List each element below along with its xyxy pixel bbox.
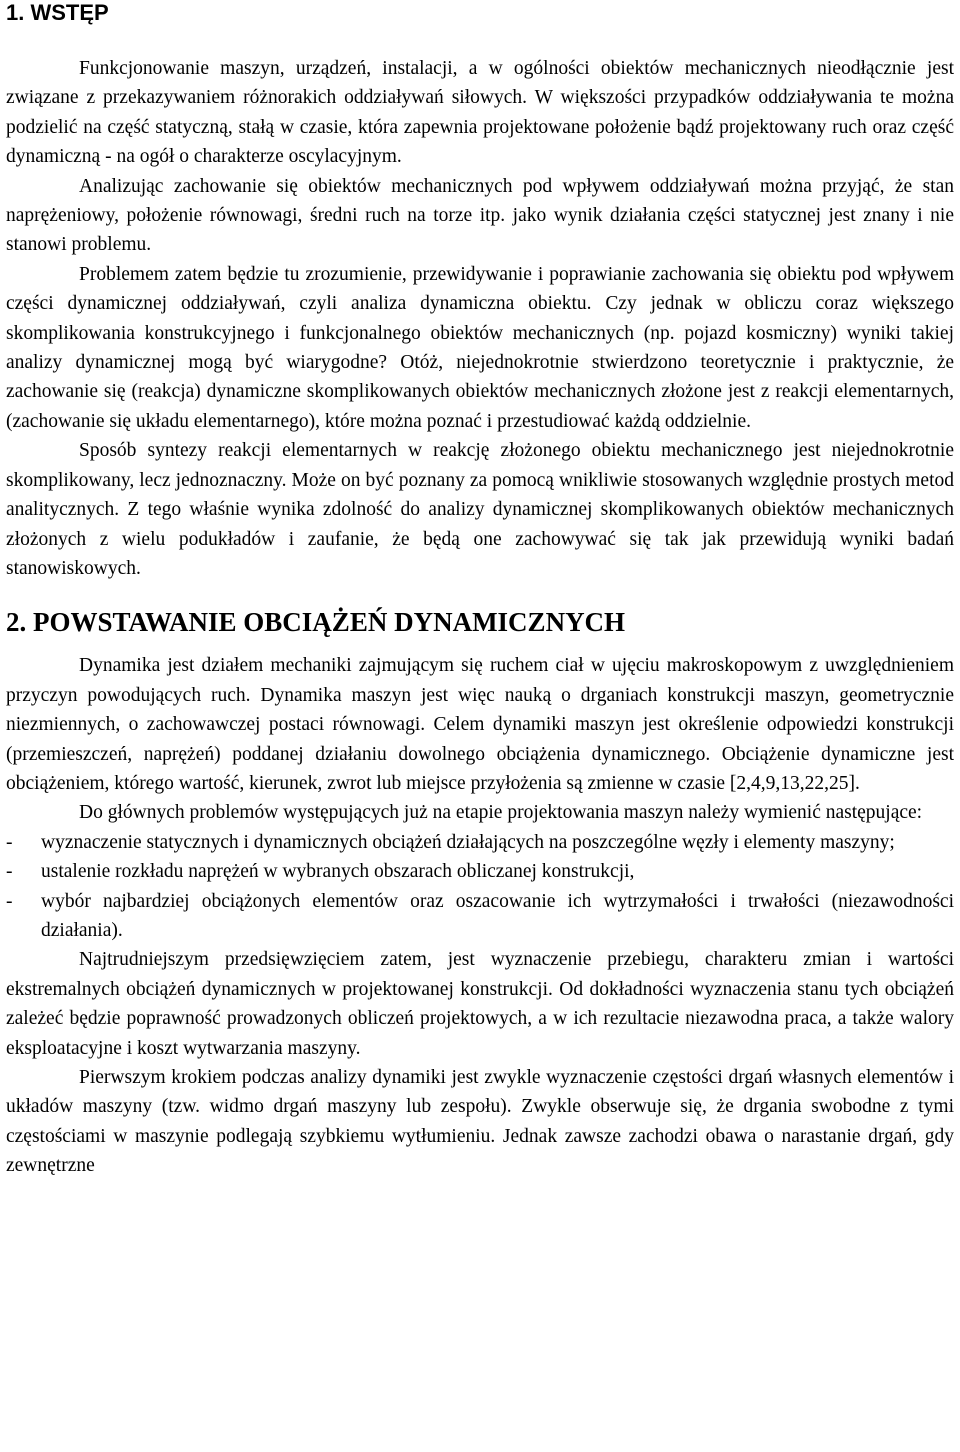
list-item (6, 857, 954, 886)
section-1-body (6, 54, 954, 583)
list-bullet: - (6, 831, 13, 853)
problem-list (6, 828, 954, 946)
section-2-body (6, 651, 954, 1180)
section-1-paragraph-2: Analizując zachowanie się obiektów mechanicznych pod wpływem oddziaływań można przyjąć, że stan naprężeniowy, położenie równowagi, średni ruch na torze itp. jako wynik działania części statycznej jest znany i nie stanowi problemu. (6, 175, 954, 256)
list-item (6, 828, 954, 857)
section-1-paragraph-3: Problemem zatem będzie tu zrozumienie, przewidywanie i poprawianie zachowania się obiektu pod wpływem części dynamicznej oddziaływań, czyli analiza dynamiczna obiektu. Czy jednak w obliczu coraz większego skomplikowania konstrukcyjnego i funkcjonalnego obiektów mechanicznych (np. pojazd kosmiczny) wyniki takiej analizy dynamicznej mogą być wiarygodne? Otóż, niejednokrotnie stwierdzono teoretycznie i praktycznie, że zachowanie się (reakcja) dynamiczne skomplikowanych obiektów mechanicznych złożone jest z reakcji elementarnych, (zachowanie się układu elementarnego), które można poznać i przestudiować każdą oddzielnie. (6, 263, 954, 432)
section-1-heading: 1. WSTĘP (6, 0, 109, 25)
list-item-text: ustalenie rozkładu naprężeń w wybranych obszarach obliczanej konstrukcji, (41, 861, 635, 883)
section-2-paragraph-3: Pierwszym krokiem podczas analizy dynamiki jest zwykle wyznaczenie częstości drgań własnych elementów i układów maszyny (tzw. widmo drgań maszyny lub zespołu). Zwykle obserwuje się, że drgania swobodne z tymi częstościami w maszynie podlegają szybkiemu wytłumieniu. Jednak zawsze zachodzi obawa o narastanie drgań, gdy zewnętrzne (6, 1067, 954, 1177)
list-bullet: - (6, 890, 13, 912)
section-2-paragraph-1: Dynamika jest działem mechaniki zajmującym się ruchem ciał w ujęciu makroskopowym z uwzględnieniem przyczyn powodujących ruch. Dynamika maszyn jest więc nauką o drganiach konstrukcji maszyn, geometrycznie niezmiennych, o zachowawczej postaci równowagi. Celem dynamiki maszyn jest określenie odpowiedzi konstrukcji (przemieszczeń, naprężeń) poddanej działaniu dowolnego obciążenia dynamicznego. Obciążenie dynamiczne jest obciążeniem, którego wartość, kierunek, zwrot lub miejsce przyłożenia są zmienne w czasie [2,4,9,13,22,25]. (6, 655, 954, 794)
section-2-list-intro: Do głównych problemów występujących już na etapie projektowania maszyn należy wymienić następujące: (79, 802, 923, 824)
section-2-paragraph-2: Najtrudniejszym przedsięwzięciem zatem, jest wyznaczenie przebiegu, charakteru zmian i wartości ekstremalnych obciążeń dynamicznych w projektowanej konstrukcji. Od dokładności wyznaczenia stanu tych obciążeń zależeć będzie poprawność prowadzonych obliczeń projektowych, a w ich rezultacie niezawodna praca, a także walory eksploatacyjne i koszt wytwarzania maszyny. (6, 949, 954, 1059)
section-2-heading: 2. POWSTAWANIE OBCIĄŻEŃ DYNAMICZNYCH (6, 607, 626, 638)
list-item-text: wyznaczenie statycznych i dynamicznych obciążeń działających na poszczególne węzły i elementy maszyny; (41, 831, 895, 853)
list-bullet: - (6, 861, 13, 883)
section-1-paragraph-4: Sposób syntezy reakcji elementarnych w reakcję złożonego obiektu mechanicznego jest niejednokrotnie skomplikowany, lecz jednoznaczny. Może on być poznany za pomocą wnikliwie stosowanych względnie prostych metod analitycznych. Z tego właśnie wynika zdolność do analizy dynamicznej skomplikowanych obiektów mechanicznych złożonych z wielu podukładów i zaufanie, że będą one zachowywać się tak jak przewidują wyniki badań stanowiskowych. (6, 440, 954, 579)
list-item (6, 887, 954, 946)
list-item-text: wybór najbardziej obciążonych elementów oraz oszacowanie ich wytrzymałości i trwałości (niezawodności działania). (41, 890, 954, 941)
document-page (6, 0, 954, 1181)
section-1-paragraph-1: Funkcjonowanie maszyn, urządzeń, instalacji, a w ogólności obiektów mechanicznych nieodłącznie jest związane z przekazywaniem różnorakich oddziaływań siłowych. W większości przypadków oddziaływania te można podzielić na część statyczną, stałą w czasie, która zapewnia projektowane położenie bądź projektowany ruch oraz część dynamiczną - na ogół o charakterze oscylacyjnym. (6, 58, 954, 168)
